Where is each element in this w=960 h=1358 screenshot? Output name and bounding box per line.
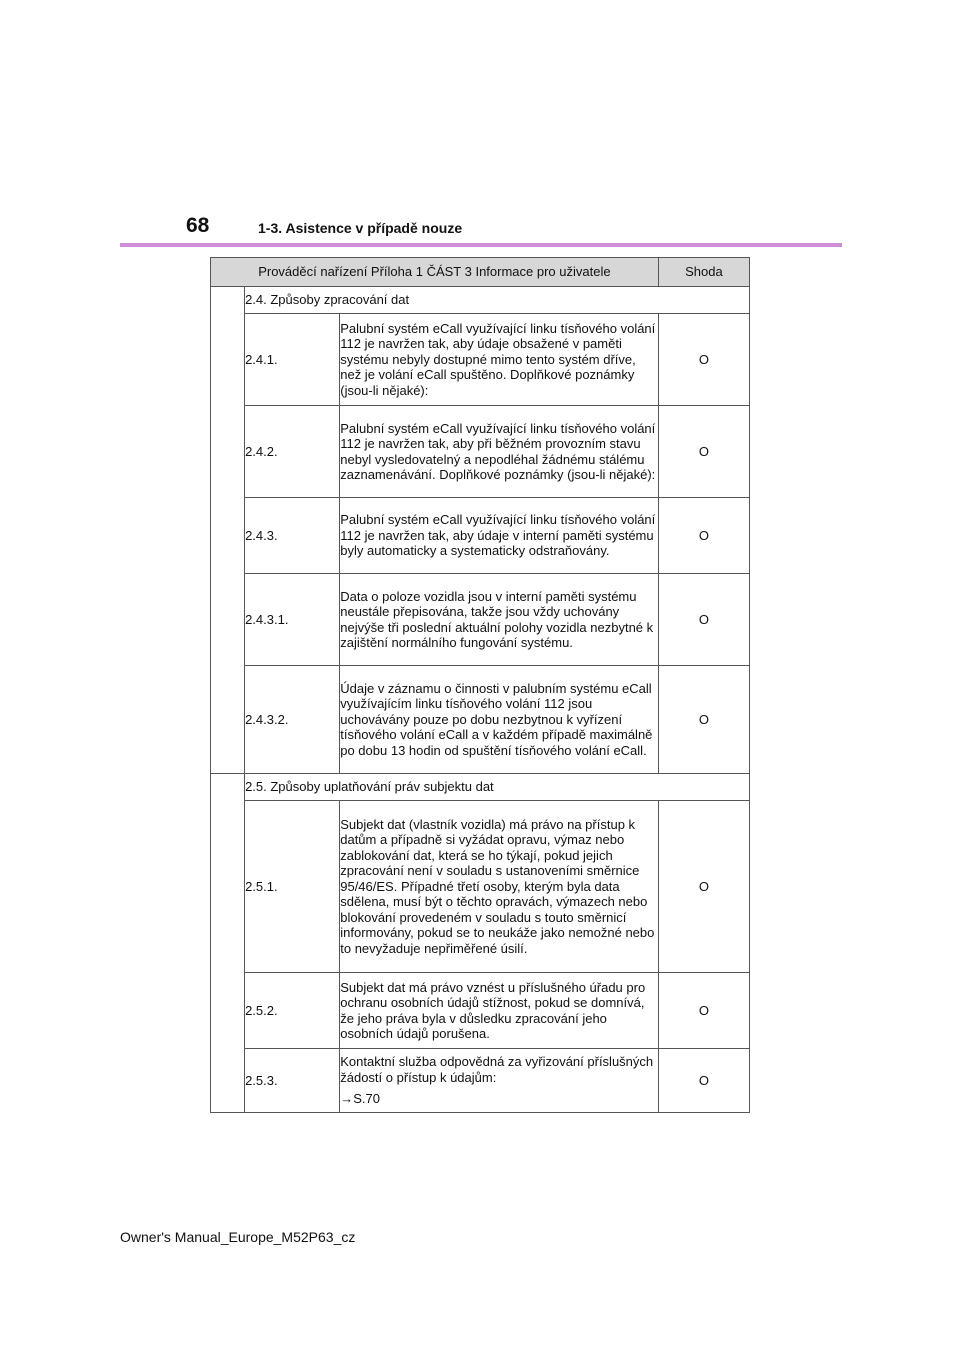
table-row xyxy=(211,801,750,973)
table-row xyxy=(211,973,750,1049)
row-compliance: O xyxy=(658,1049,749,1113)
row-number: 2.4.2. xyxy=(245,406,340,498)
table-row xyxy=(211,1049,750,1113)
row-compliance: O xyxy=(658,801,749,973)
section-title: 1-3. Asistence v případě nouze xyxy=(258,220,463,236)
table-row xyxy=(211,666,750,774)
footer-manual-id: Owner's Manual_Europe_M52P63_cz xyxy=(120,1229,356,1245)
group-title-row xyxy=(211,774,750,801)
row-compliance: O xyxy=(658,498,749,574)
row-text: Palubní systém eCall využívající linku tísňového volání 112 je navržen tak, aby při běžném provozním stavu nebyl vysledovatelný a nepodléhal žádnému stálému zaznamenávání. Doplňkové poznámky (jsou-li nějaké): xyxy=(340,406,659,498)
header-rule xyxy=(120,243,842,247)
row-number: 2.4.3.1. xyxy=(245,574,340,666)
compliance-table xyxy=(210,257,750,1113)
page-reference-link[interactable]: →S.70 xyxy=(340,1091,380,1107)
table-row xyxy=(211,498,750,574)
table-header-regulation: Prováděcí nařízení Příloha 1 ČÁST 3 Informace pro uživatele xyxy=(211,258,659,287)
row-text: Subjekt dat (vlastník vozidla) má právo na přístup k datům a případně si vyžádat opravu, výmaz nebo zablokování dat, která se ho týkají, pokud jejich zpracování není v souladu s ustanoveními směrnice 95/46/ES. Případné třetí osoby, kterým byla data sdělena, musí být o těchto opravách, výmazech nebo blokování provedeném v souladu s touto směrnicí informovány, pokud se to neukáže jako nemožné nebo to nevyžaduje nepřiměřené úsilí. xyxy=(340,801,659,973)
table-row xyxy=(211,406,750,498)
table-row xyxy=(211,574,750,666)
page-number: 68 xyxy=(186,214,210,237)
row-compliance: O xyxy=(658,406,749,498)
row-number: 2.4.3.2. xyxy=(245,666,340,774)
group-title-row xyxy=(211,287,750,314)
group-indent-cell xyxy=(211,287,245,774)
row-number: 2.5.3. xyxy=(245,1049,340,1113)
row-text-cell xyxy=(340,1049,659,1113)
row-compliance: O xyxy=(658,314,749,406)
row-text: Data o poloze vozidla jsou v interní paměti systému neustále přepisována, takže jsou vždy uchovány nejvýše tři poslední aktuální polohy vozidla nezbytné k zajištění normálního fungování systému. xyxy=(340,574,659,666)
row-text: Údaje v záznamu o činnosti v palubním systému eCall využívajícím linku tísňového volání 112 jsou uchovávány pouze po dobu nezbytnou k vyřízení tísňového volání eCall a v každém případě maximálně po dobu 13 hodin od spuštění tísňového volání eCall. xyxy=(340,666,659,774)
row-compliance: O xyxy=(658,666,749,774)
row-number: 2.5.2. xyxy=(245,973,340,1049)
row-text: Subjekt dat má právo vznést u příslušného úřadu pro ochranu osobních údajů stížnost, pokud se domnívá, že jeho práva byla v důsledku zpracování jeho osobních údajů porušena. xyxy=(340,973,659,1049)
group-title: 2.4. Způsoby zpracování dat xyxy=(245,287,750,314)
table-header-compliance: Shoda xyxy=(658,258,749,287)
row-number: 2.5.1. xyxy=(245,801,340,973)
row-text: Palubní systém eCall využívající linku tísňového volání 112 je navržen tak, aby údaje v interní paměti systému byly automaticky a systematicky odstraňovány. xyxy=(340,498,659,574)
row-compliance: O xyxy=(658,574,749,666)
row-text: Palubní systém eCall využívající linku tísňového volání 112 je navržen tak, aby údaje obsažené v paměti systému nebyly dostupné mimo tento systém dříve, než je volání eCall spuštěno. Doplňkové poznámky (jsou-li nějaké): xyxy=(340,314,659,406)
row-number: 2.4.1. xyxy=(245,314,340,406)
row-number: 2.4.3. xyxy=(245,498,340,574)
row-compliance: O xyxy=(658,973,749,1049)
table-header-row xyxy=(211,258,750,287)
table-row xyxy=(211,314,750,406)
group-indent-cell xyxy=(211,774,245,1113)
row-text: Kontaktní služba odpovědná za vyřizování příslušných žádostí o přístup k údajům: xyxy=(340,1054,654,1085)
group-title: 2.5. Způsoby uplatňování práv subjektu dat xyxy=(245,774,750,801)
